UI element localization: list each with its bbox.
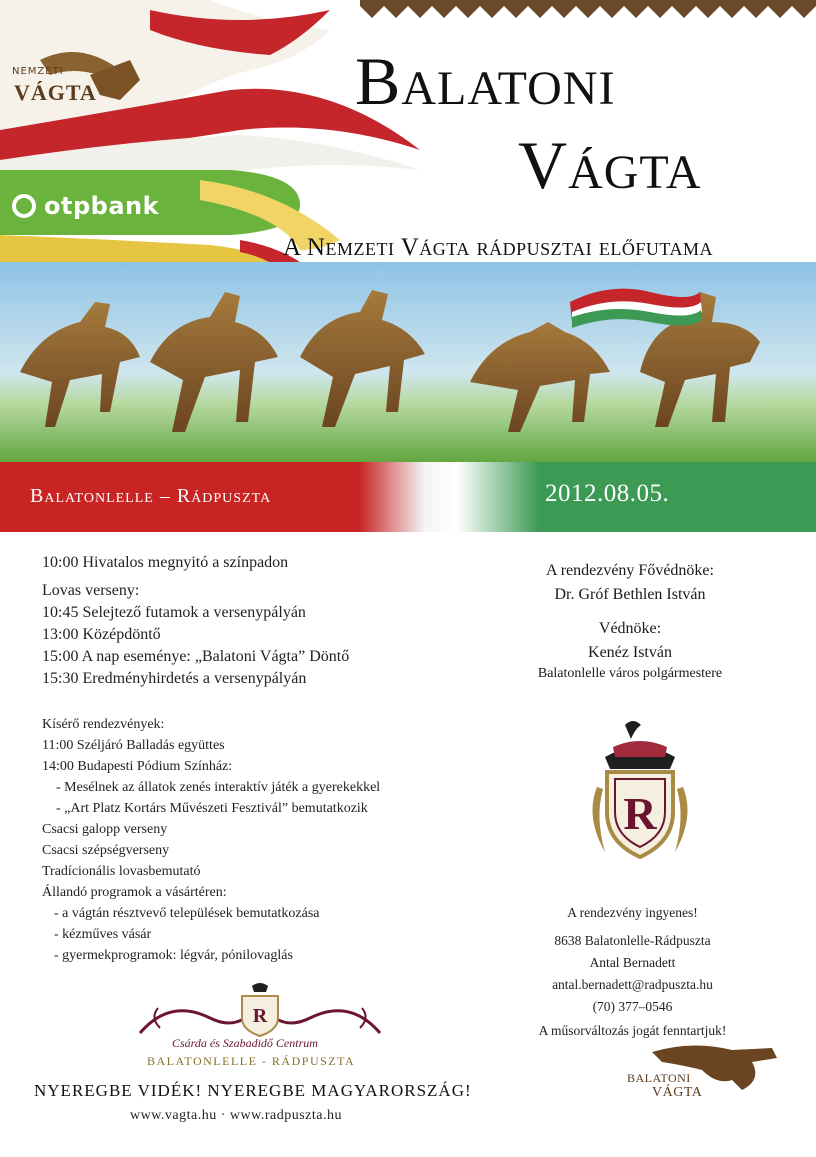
- other-item: Állandó programok a vásártéren:: [42, 885, 227, 900]
- vagta-label: VÁGTA: [14, 80, 97, 105]
- otpbank-label: otpbank: [44, 192, 160, 220]
- otp-circle-icon: [12, 194, 36, 218]
- fair-item: - a vágtán résztvevő települések bemutatkozása: [54, 906, 320, 921]
- contact-block: [500, 902, 765, 1042]
- radpuszta-crest-logo: [575, 717, 705, 867]
- side-heading: Kísérő rendezvények:: [42, 717, 165, 732]
- podium-item: - Mesélnek az állatok zenés interaktív játék a gyerekekkel: [56, 780, 381, 795]
- contact-email[interactable]: antal.bernadett@radpuszta.hu: [552, 977, 713, 992]
- race-item: 10:45 Selejtező futamok a versenypályán: [42, 604, 306, 621]
- event-location: Balatonlelle – Rádpuszta: [30, 485, 272, 507]
- contact-person: Antal Bernadett: [589, 955, 676, 970]
- website-links[interactable]: www.vagta.hu · www.radpuszta.hu: [130, 1108, 342, 1123]
- patrons-section: [490, 560, 770, 684]
- race-item: 15:30 Eredményhirdetés a versenypályán: [42, 670, 307, 687]
- other-item: Csacsi galopp verseny: [42, 822, 168, 837]
- opening-item: 10:00 Hivatalos megnyitó a színpadon: [42, 554, 289, 571]
- podium-item: - „Art Platz Kortárs Művészeti Fesztivál” bemutatkozik: [56, 801, 368, 816]
- csarda-place-text: BALATONLELLE - RÁDPUSZTA: [147, 1054, 356, 1068]
- otpbank-logo: [12, 192, 159, 220]
- patron-label: Védnöke:: [598, 620, 662, 637]
- csarda-crest-letter: R: [252, 1005, 268, 1027]
- chief-patron-name: Dr. Gróf Bethlen István: [554, 586, 706, 603]
- program-main: [42, 552, 472, 690]
- race-item: 15:00 A nap eseménye: „Balatoni Vágta” Döntő: [42, 648, 350, 665]
- other-item: Csacsi szépségverseny: [42, 843, 170, 858]
- other-item: Tradícionális lovasbemutató: [42, 864, 201, 879]
- slogan: NYEREGBE VIDÉK! NYEREGBE MAGYARORSZÁG!: [34, 1081, 472, 1100]
- fair-item: - kézműves vásár: [54, 927, 152, 942]
- title-line-1: Balatoni: [355, 43, 616, 119]
- bv-logo-bottom-text: VÁGTA: [652, 1085, 703, 1100]
- horse-race-illustration: [0, 262, 816, 464]
- contact-phone: (70) 377–0546: [592, 999, 673, 1014]
- free-entry-note: A rendezvény ingyenes!: [567, 905, 698, 920]
- bv-logo-top-text: BALATONI: [627, 1071, 691, 1085]
- chief-patron-label: A rendezvény Fővédnöke:: [546, 562, 714, 579]
- race-item: 13:00 Középdöntő: [42, 626, 161, 643]
- program-change-notice: A műsorváltozás jogát fenntartjuk!: [538, 1023, 727, 1038]
- address: 8638 Balatonlelle-Rádpuszta: [554, 933, 711, 948]
- nemzeti-label: NEMZETI: [12, 66, 64, 77]
- side-item: 11:00 Széljáró Balladás együttes: [42, 738, 225, 753]
- side-item: 14:00 Budapesti Pódium Színház:: [42, 759, 233, 774]
- title-line-2: Vágta: [518, 127, 702, 203]
- crest-letter: R: [623, 788, 657, 839]
- program-side-events: [42, 714, 482, 966]
- race-heading: Lovas verseny:: [42, 582, 140, 599]
- event-date: 2012.08.05.: [545, 480, 670, 507]
- csarda-script-text: Csárda és Szabadidő Centrum: [172, 1036, 318, 1050]
- patron-name: Kenéz István: [588, 644, 672, 661]
- patron-role: Balatonlelle város polgármestere: [537, 666, 723, 681]
- subtitle: A Nemzeti Vágta rádpusztai előfutama: [283, 234, 713, 261]
- fair-item: - gyermekprogramok: légvár, pónilovaglás: [54, 948, 293, 963]
